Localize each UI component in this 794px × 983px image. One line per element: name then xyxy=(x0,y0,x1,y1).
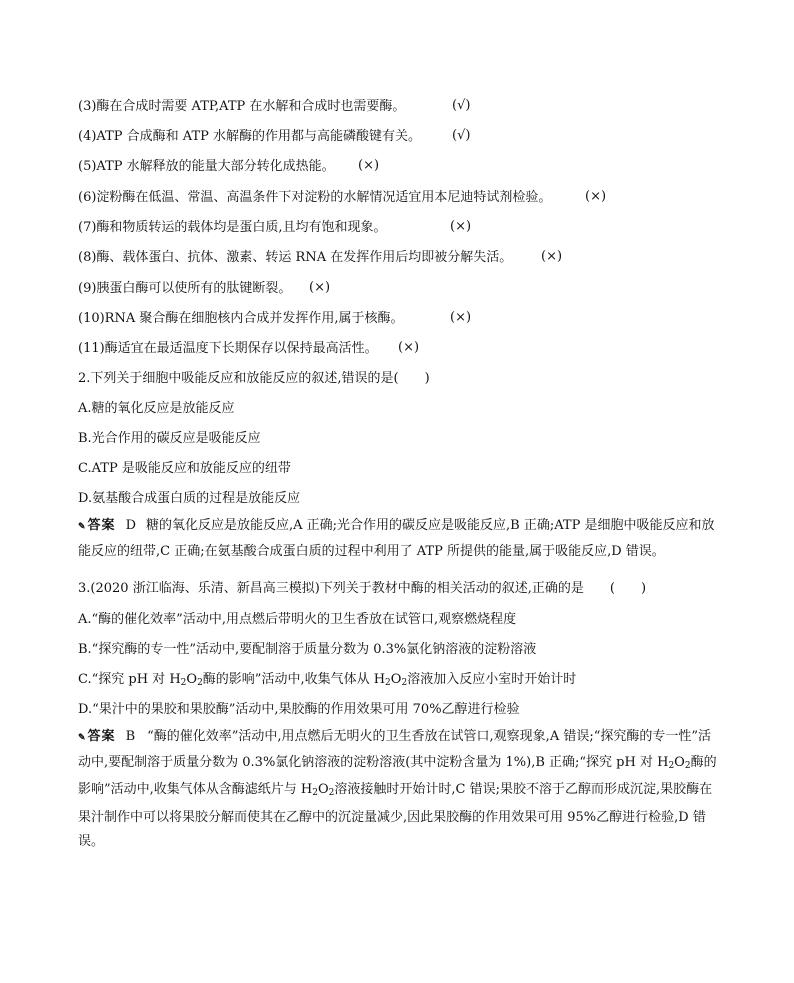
q3-option-b: B.“探究酶的专一性”活动中,要配制溶于质量分数为 0.3%氯化钠溶液的淀粉溶液 xyxy=(78,642,537,657)
judgment-4: (4)ATP 合成酶和 ATP 水解酶的作用都与高能磷酸键有关。 xyxy=(78,129,422,144)
judgment-6-answer: (×) xyxy=(585,189,607,204)
q2-explanation: 糖的氧化反应是放能反应,A 正确;光合作用的碳反应是吸能反应,B 正确;ATP 是细胞中吸能反应和放能反应的纽带,C 正确;在氨基酸合成蛋白质的过程中利用了 ATP 所提供的能量,属于吸能反应,D 错误。 xyxy=(78,518,715,559)
q3-answer-letter: B xyxy=(125,729,136,744)
q2-option-c: C.ATP 是吸能反应和放能反应的纽带 xyxy=(78,461,291,476)
judgment-11: (11)酶适宜在最适温度下长期保存以保持最高活性。 xyxy=(78,341,378,356)
judgment-8: (8)酶、载体蛋白、抗体、激素、转运 RNA 在发挥作用后均即被分解失活。 xyxy=(78,250,513,265)
q2-option-a: A.糖的氧化反应是放能反应 xyxy=(78,401,235,416)
q3-option-c: C.“探究 pH 对 $H_2O_2$酶的影响”活动中,收集气体从 $H_2O_2$溶液加入反应小室时开始计时 xyxy=(78,672,577,688)
q2-stem: 2.下列关于细胞中吸能反应和放能反应的叙述,错误的是( ) xyxy=(78,371,430,386)
q2-answer-mark: ✎ 答案 xyxy=(78,518,116,533)
judgment-8-answer: (×) xyxy=(541,249,563,264)
judgment-7-answer: (×) xyxy=(450,219,472,234)
q3-option-a: A.“酶的催化效率”活动中,用点燃后带明火的卫生香放在试管口,观察燃烧程度 xyxy=(78,612,517,627)
judgment-6: (6)淀粉酶在低温、常温、高温条件下对淀粉的水解情况适宜用本尼迪特试剂检验。 xyxy=(78,190,552,205)
judgment-10-answer: (×) xyxy=(450,310,472,325)
judgment-3-answer: (√) xyxy=(452,98,471,113)
q2-answer-letter: D xyxy=(125,518,136,533)
judgment-9: (9)胰蛋白酶可以使所有的肽键断裂。 xyxy=(78,281,292,296)
judgment-9-answer: (×) xyxy=(309,280,331,295)
q3-answer-block: ✎ 答案 B “酶的催化效率”活动中,用点燃后无明火的卫生香放在试管口,观察现象,A 错误;“探究酶的专一性”活动中,要配制溶于质量分数为 0.3%氯化钠溶液的淀粉溶液(其中淀粉含量为 1%),B 正确;“探究 pH 对 $H_2O_2$酶的影响”活动中,收集气体从含酶滤纸片与 $H_2O_2$溶液接触时开始计时,C 错误;果胶不溶于乙醇而形成沉淀,果胶酶在果汁制作中可以将果胶分解而使其在乙醇中的沉淀量减少,因此果胶酶的作用效果可用 95%乙醇进行检验,D 错误。 xyxy=(78,725,718,855)
q3-option-d: D.“果汁中的果胶和果胶酶”活动中,果胶酶的作用效果可用 70%乙醇进行检验 xyxy=(78,702,520,717)
judgment-10: (10)RNA 聚合酶在细胞核内合成并发挥作用,属于核酶。 xyxy=(78,311,404,326)
judgment-7: (7)酶和物质转运的载体均是蛋白质,且均有饱和现象。 xyxy=(78,220,387,235)
judgment-5: (5)ATP 水解释放的能量大部分转化成热能。 xyxy=(78,159,335,174)
q2-option-b: B.光合作用的碳反应是吸能反应 xyxy=(78,431,261,446)
q3-answer-mark: ✎ 答案 xyxy=(78,729,116,744)
judgment-3: (3)酶在合成时需要 ATP,ATP 在水解和合成时也需要酶。 xyxy=(78,99,406,114)
judgment-4-answer: (√) xyxy=(452,128,471,143)
q3-stem: 3.(2020 浙江临海、乐清、新昌高三模拟)下列关于教材中酶的相关活动的叙述,正确的是 ( ) xyxy=(78,581,647,596)
q2-option-d: D.氨基酸合成蛋白质的过程是放能反应 xyxy=(78,491,301,506)
judgment-11-answer: (×) xyxy=(398,340,420,355)
judgment-5-answer: (×) xyxy=(358,158,380,173)
q2-answer-block xyxy=(78,514,718,564)
